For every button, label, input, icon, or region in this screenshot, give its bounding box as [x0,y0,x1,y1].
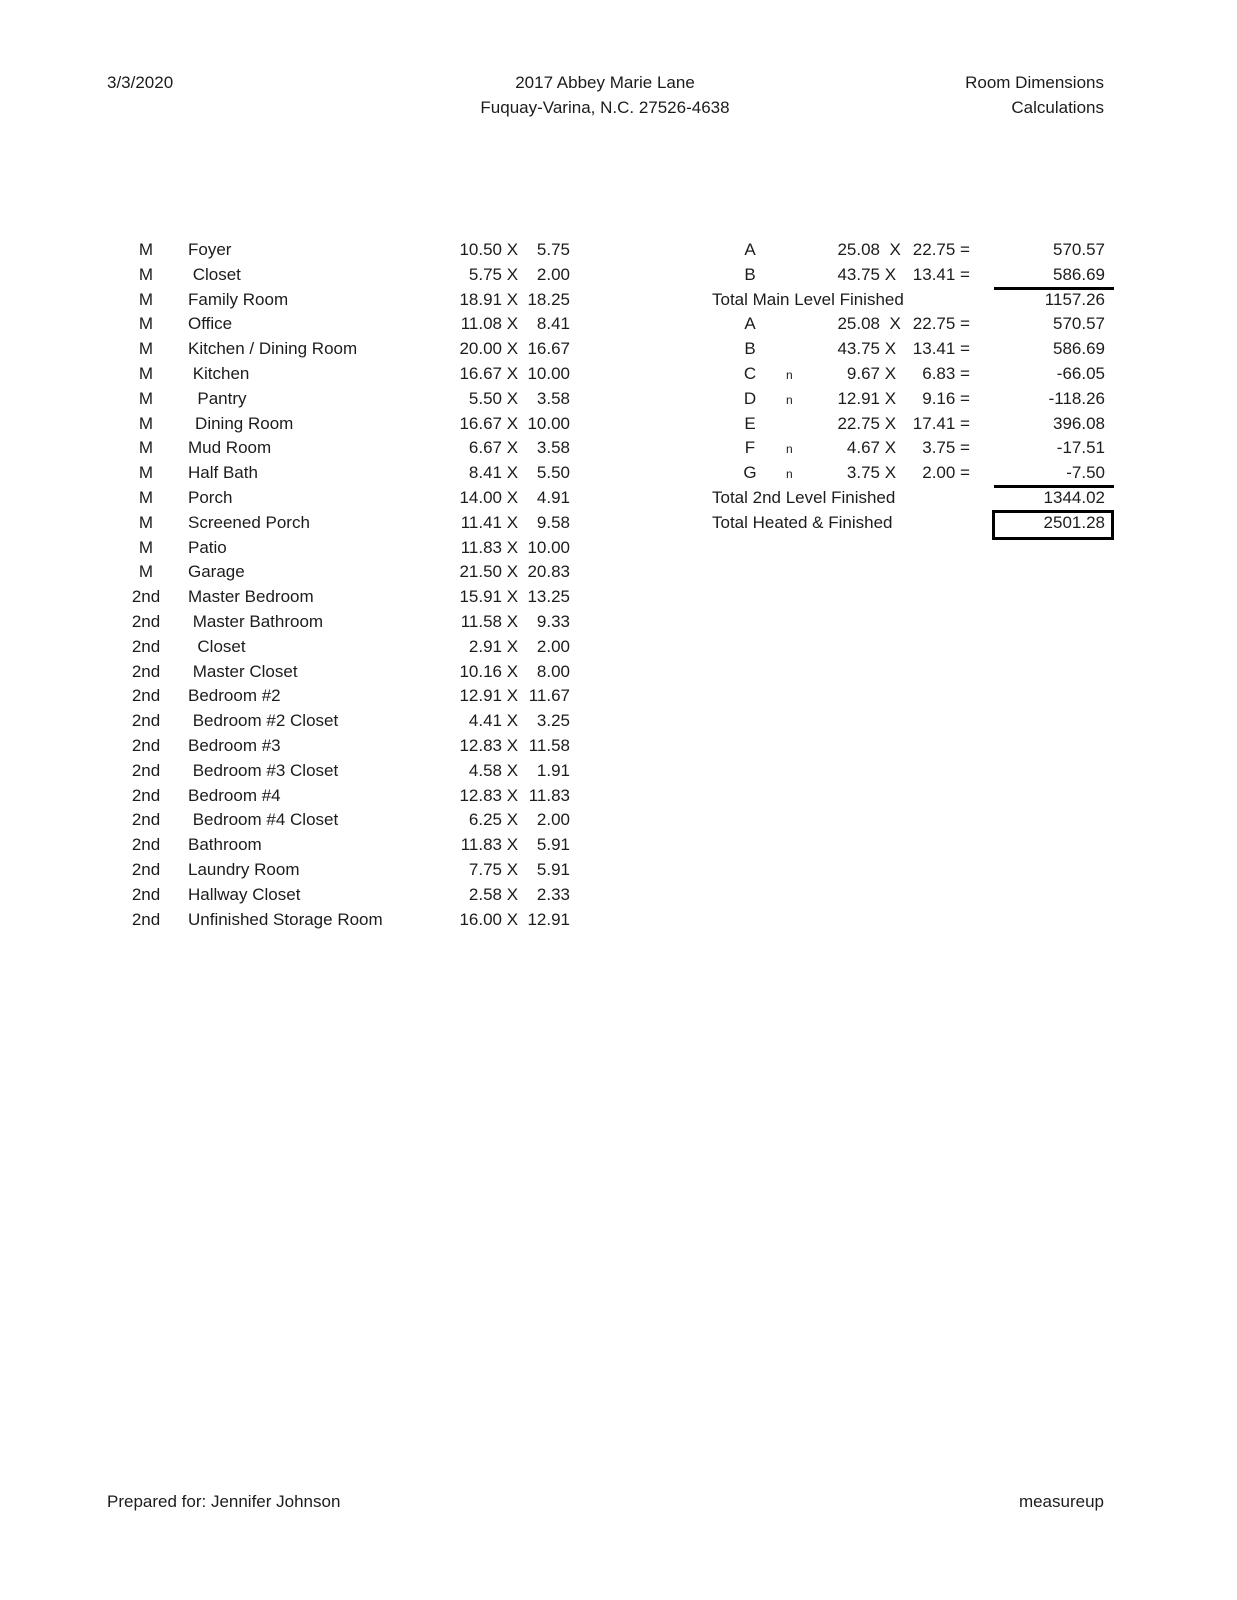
room-name-cell: Bedroom #2 [188,686,281,706]
room-row [108,585,578,610]
room-row [108,709,578,734]
room-width-cell: 21.50 [459,562,502,582]
calculation-row [700,486,1112,511]
room-level-cell: M [138,512,154,532]
room-level-cell: 2nd [131,884,161,904]
room-level-cell: 2nd [131,711,161,731]
calc-section-letter: D [743,388,757,408]
calculation-row [700,412,1112,437]
room-row [108,660,578,685]
footer-brand: measureup [1018,1492,1104,1511]
calc-negative-marker: n [786,392,793,407]
room-depth-cell: 5.75 [536,240,570,259]
calculation-row [700,312,1112,337]
room-name-cell: Porch [188,487,233,507]
calc-total-label: Total Heated & Finished [712,512,893,532]
room-name-cell: Half Bath [188,463,258,483]
calculation-row [700,461,1112,486]
calc-area-value: -66.05 [1056,363,1105,383]
room-name-cell: Unfinished Storage Room [188,909,383,929]
room-name-cell: Pantry [197,388,247,408]
room-width-cell: 4.58 [468,760,502,780]
calc-depth-cell: 9.16 = [922,388,970,408]
calc-width-cell: 3.75 [846,463,880,483]
dimension-separator: X [502,463,523,483]
calculation-row [700,511,1112,536]
room-depth-cell: 3.58 [536,388,570,408]
calc-total-label: Total Main Level Finished [712,289,904,309]
room-name-cell: Kitchen / Dining Room [188,339,358,359]
room-row [108,560,578,585]
room-name-cell: Bedroom #3 Closet [192,760,339,780]
room-level-cell: 2nd [131,835,161,855]
dimension-separator: X [880,413,901,433]
room-name-cell: Office [188,314,233,334]
calc-section-letter: A [744,314,756,334]
dimension-separator: X [502,909,523,929]
dimension-separator: X [502,735,523,755]
room-width-cell: 7.75 [468,859,502,879]
calc-area-value: 586.69 [1053,264,1105,284]
calc-depth-cell: 22.75 = [912,314,970,334]
calc-section-letter: B [744,264,756,284]
calc-depth-cell: 13.41 = [912,264,970,284]
room-depth-cell: 5.91 [536,835,570,855]
room-row [108,635,578,660]
dimension-separator: X [502,512,523,532]
room-level-cell: 2nd [131,611,161,631]
dimension-separator: X [502,562,523,582]
room-row [108,337,578,362]
calc-area-value: -7.50 [1066,463,1105,483]
room-level-cell: 2nd [131,661,161,681]
dimension-separator: X [502,487,523,507]
calc-depth-cell: 2.00 = [922,463,970,483]
room-depth-cell: 8.41 [536,314,570,334]
room-name-cell: Kitchen [192,363,250,383]
room-name-cell: Closet [192,264,241,284]
calc-total-label: Total 2nd Level Finished [712,487,896,507]
room-level-cell: 2nd [131,785,161,805]
dimension-separator: X [502,835,523,855]
dimension-separator: X [502,587,523,607]
room-row [108,883,578,908]
dimension-separator: X [502,785,523,805]
dimension-separator: X [502,240,523,259]
room-depth-cell: 11.67 [528,686,570,706]
room-width-cell: 11.58 [460,611,502,631]
room-depth-cell: 10.00 [527,413,570,433]
dimension-separator: X [880,463,901,483]
room-level-cell: M [138,388,154,408]
room-level-cell: 2nd [131,760,161,780]
dimension-separator: X [880,264,901,284]
calc-area-value: -118.26 [1048,388,1105,408]
room-row [108,759,578,784]
room-row [108,387,578,412]
room-row [108,511,578,536]
calculation-row [700,288,1112,313]
calc-area-value: -17.51 [1056,438,1105,458]
calc-negative-marker: n [786,367,793,382]
room-name-cell: Hallway Closet [188,884,301,904]
room-row [108,734,578,759]
dimension-separator: X [502,611,523,631]
dimension-separator: X [502,314,523,334]
room-depth-cell: 16.67 [527,339,570,359]
room-level-cell: M [138,562,154,582]
calc-area-value: 396.08 [1053,413,1105,433]
room-name-cell: Screened Porch [188,512,310,532]
room-name-cell: Bedroom #3 [188,735,281,755]
dimension-separator: X [502,388,523,408]
room-level-cell: 2nd [131,686,161,706]
room-row [108,908,578,933]
room-depth-cell: 11.83 [528,785,570,805]
room-depth-cell: 5.91 [536,859,570,879]
room-name-cell: Patio [188,537,227,557]
header-date: 3/3/2020 [107,73,174,92]
room-level-cell: M [138,314,154,334]
room-depth-cell: 10.00 [527,537,570,557]
room-level-cell: M [138,289,154,309]
room-dimensions-table [108,238,578,932]
room-level-cell: M [138,240,154,259]
dimension-separator: X [502,636,523,656]
room-name-cell: Dining Room [195,413,294,433]
dimension-separator: X [880,314,906,334]
calc-depth-cell: 17.41 = [912,413,970,433]
dimension-separator: X [502,289,523,309]
header-doc-title-line1: Room Dimensions [965,73,1104,92]
calculation-row [700,436,1112,461]
room-level-cell: M [138,463,154,483]
calc-section-letter: E [744,413,756,433]
room-level-cell: 2nd [131,810,161,830]
room-depth-cell: 2.33 [536,884,570,904]
dimension-separator: X [880,438,901,458]
room-width-cell: 6.25 [468,810,502,830]
calc-section-letter: B [744,339,756,359]
room-depth-cell: 1.91 [536,760,570,780]
room-depth-cell: 11.58 [528,735,570,755]
dimension-separator: X [502,264,523,284]
room-row [108,808,578,833]
room-width-cell: 2.91 [468,636,502,656]
room-name-cell: Foyer [188,240,232,259]
room-level-cell: M [138,537,154,557]
room-name-cell: Family Room [188,289,289,309]
room-width-cell: 15.91 [459,587,502,607]
room-level-cell: 2nd [131,587,161,607]
dimension-separator: X [502,859,523,879]
calc-width-cell: 4.67 [846,438,880,458]
room-depth-cell: 3.25 [536,711,570,731]
calc-width-cell: 22.75 [837,413,880,433]
dimension-separator: X [880,339,901,359]
calc-area-value: 2501.28 [1043,512,1105,532]
calculation-row [700,263,1112,288]
dimension-separator: X [502,339,523,359]
room-width-cell: 16.00 [459,909,502,929]
room-depth-cell: 3.58 [536,438,570,458]
room-level-cell: M [138,438,154,458]
calc-depth-cell: 6.83 = [922,363,970,383]
room-width-cell: 12.83 [459,785,502,805]
calculation-row [700,362,1112,387]
room-row [108,263,578,288]
room-row [108,784,578,809]
room-name-cell: Garage [188,562,245,582]
dimension-separator: X [502,711,523,731]
room-width-cell: 10.16 [459,661,502,681]
room-width-cell: 11.83 [460,835,502,855]
room-depth-cell: 18.25 [527,289,570,309]
room-name-cell: Bedroom #2 Closet [192,711,339,731]
room-depth-cell: 5.50 [536,463,570,483]
room-width-cell: 10.50 [459,240,502,259]
calc-depth-cell: 22.75 = [912,240,970,259]
calc-section-letter: C [743,363,757,383]
room-depth-cell: 2.00 [536,636,570,656]
room-depth-cell: 4.91 [536,487,570,507]
calc-depth-cell: 13.41 = [912,339,970,359]
footer-prepared-for: Prepared for: Jennifer Johnson [107,1492,341,1511]
room-width-cell: 5.75 [468,264,502,284]
room-level-cell: 2nd [131,735,161,755]
room-row [108,833,578,858]
room-level-cell: M [138,487,154,507]
calc-width-cell: 43.75 [837,264,880,284]
room-depth-cell: 2.00 [536,264,570,284]
room-level-cell: M [138,264,154,284]
calc-width-cell: 12.91 [837,388,880,408]
room-level-cell: M [138,339,154,359]
room-row [108,436,578,461]
dimension-separator: X [880,363,901,383]
dimension-separator: X [502,413,523,433]
dimension-separator: X [502,363,523,383]
room-level-cell: 2nd [131,636,161,656]
room-name-cell: Master Bathroom [192,611,324,631]
room-name-cell: Bedroom #4 Closet [192,810,339,830]
room-row [108,858,578,883]
dimension-separator: X [880,240,906,259]
room-name-cell: Mud Room [188,438,272,458]
room-row [108,312,578,337]
room-row [108,362,578,387]
calculation-row [700,238,1112,263]
room-row [108,536,578,561]
calc-depth-cell: 3.75 = [922,438,970,458]
calc-negative-marker: n [786,442,793,457]
calc-width-cell: 43.75 [837,339,880,359]
calc-section-letter: G [743,463,757,483]
room-row [108,412,578,437]
room-name-cell: Laundry Room [188,859,300,879]
dimension-separator: X [502,884,523,904]
dimension-separator: X [502,661,523,681]
room-width-cell: 12.83 [459,735,502,755]
room-row [108,610,578,635]
dimension-separator: X [502,537,523,557]
dimension-separator: X [502,438,523,458]
room-width-cell: 6.67 [468,438,502,458]
room-level-cell: M [138,363,154,383]
room-width-cell: 11.41 [460,512,502,532]
room-width-cell: 5.50 [468,388,502,408]
dimension-separator: X [502,686,523,706]
room-width-cell: 8.41 [468,463,502,483]
calc-area-value: 586.69 [1053,339,1105,359]
room-depth-cell: 12.91 [527,909,570,929]
header-address-line1: 2017 Abbey Marie Lane [515,73,695,92]
room-level-cell: 2nd [131,909,161,929]
room-row [108,486,578,511]
calc-width-cell: 25.08 [837,240,880,259]
room-width-cell: 2.58 [468,884,502,904]
room-width-cell: 4.41 [468,711,502,731]
room-row [108,238,578,263]
calc-width-cell: 25.08 [837,314,880,334]
calc-area-value: 570.57 [1053,240,1105,259]
room-name-cell: Master Closet [192,661,298,681]
dimension-separator: X [502,810,523,830]
room-row [108,684,578,709]
room-level-cell: M [138,413,154,433]
room-width-cell: 16.67 [459,363,502,383]
calc-negative-marker: n [786,467,793,482]
room-depth-cell: 10.00 [527,363,570,383]
calc-width-cell: 9.67 [846,363,880,383]
calculation-row [700,387,1112,412]
header-address-line2: Fuquay-Varina, N.C. 27526-4638 [480,98,730,117]
room-level-cell: 2nd [131,859,161,879]
room-depth-cell: 9.33 [536,611,570,631]
calc-section-letter: F [744,438,756,458]
room-width-cell: 18.91 [459,289,502,309]
room-name-cell: Bathroom [188,835,262,855]
header-doc-title-line2: Calculations [1011,98,1104,117]
room-depth-cell: 8.00 [536,661,570,681]
room-name-cell: Closet [197,636,246,656]
room-width-cell: 16.67 [459,413,502,433]
room-row [108,288,578,313]
room-width-cell: 14.00 [459,487,502,507]
calc-area-value: 570.57 [1053,314,1105,334]
dimension-separator: X [880,388,901,408]
calc-section-letter: A [744,240,756,259]
room-depth-cell: 20.83 [527,562,570,582]
calculation-row [700,337,1112,362]
dimension-separator: X [502,760,523,780]
header-doc-title [965,70,1104,120]
room-width-cell: 20.00 [459,339,502,359]
room-depth-cell: 13.25 [527,587,570,607]
room-depth-cell: 2.00 [536,810,570,830]
room-width-cell: 12.91 [459,686,502,706]
room-name-cell: Master Bedroom [188,587,314,607]
room-name-cell: Bedroom #4 [188,785,281,805]
calc-area-value: 1157.26 [1044,289,1105,309]
room-depth-cell: 9.58 [536,512,570,532]
room-width-cell: 11.08 [460,314,502,334]
area-calculations-table [700,238,1112,536]
room-row [108,461,578,486]
calc-area-value: 1344.02 [1043,487,1105,507]
room-width-cell: 11.83 [460,537,502,557]
